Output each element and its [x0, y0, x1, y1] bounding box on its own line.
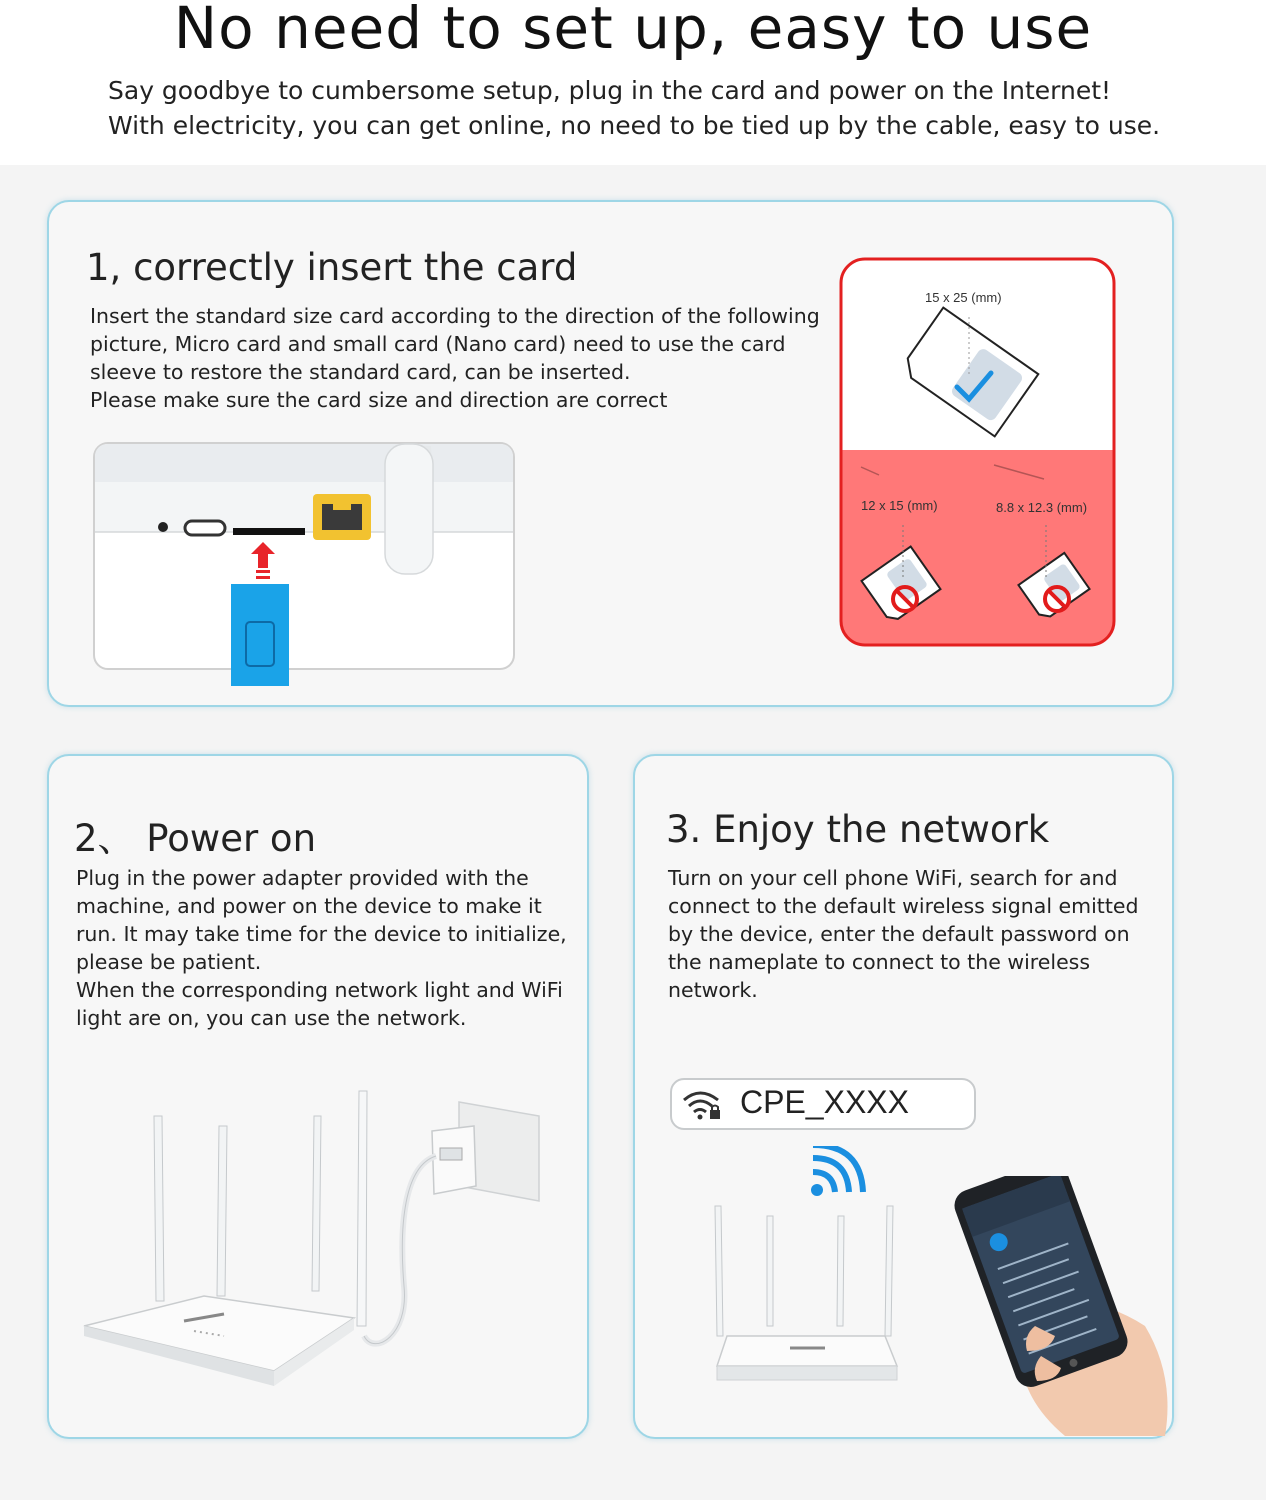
card-bad1-size: 12 x 15 (mm) — [861, 498, 938, 513]
step2-line-3: run. It may take time for the device to initialize, — [76, 922, 567, 946]
step2-panel — [47, 754, 589, 1439]
step1-panel — [47, 200, 1174, 707]
step1-line-1: Insert the standard size card according to the direction of the following — [90, 304, 820, 328]
step2-line-6: light are on, you can use the network. — [76, 1006, 467, 1030]
step3-line-4: the nameplate to connect to the wireless — [668, 950, 1091, 974]
step3-line-3: by the device, enter the default password on — [668, 922, 1130, 946]
step1-title: 1, correctly insert the card — [86, 246, 578, 289]
wifi-lock-icon — [680, 1088, 724, 1122]
card-bad2-size: 8.8 x 12.3 (mm) — [996, 500, 1088, 515]
ssid-entry[interactable] — [670, 1078, 976, 1130]
card-ok-size: 15 x 25 (mm) — [925, 290, 1002, 305]
router-power-image — [74, 1086, 554, 1406]
header-line-2: With electricity, you can get online, no need to be tied up by the cable, easy to use. — [108, 111, 1161, 140]
header — [0, 0, 1266, 165]
step2-line-1: Plug in the power adapter provided with the — [76, 866, 529, 890]
card-size-diagram — [839, 257, 1116, 647]
router-phone-image — [705, 1176, 1175, 1436]
step2-line-5: When the corresponding network light and WiFi — [76, 978, 563, 1002]
step1-line-3: sleeve to restore the standard card, can be inserted. — [90, 360, 631, 384]
step1-warning: Please make sure the card size and direction are correct — [90, 388, 668, 412]
page-title: No need to set up, easy to use — [173, 0, 1093, 62]
step1-line-2: picture, Micro card and small card (Nano card) need to use the card — [90, 332, 786, 356]
ssid-name: CPE_XXXX — [740, 1084, 909, 1120]
step3-line-2: connect to the default wireless signal emitted — [668, 894, 1139, 918]
step2-title: 2、 Power on — [74, 817, 317, 860]
step3-line-5: network. — [668, 978, 758, 1002]
step2-line-2: machine, and power on the device to make it — [76, 894, 542, 918]
step3-line-1: Turn on your cell phone WiFi, search for and — [668, 866, 1118, 890]
step3-panel — [633, 754, 1174, 1439]
step2-line-4: please be patient. — [76, 950, 262, 974]
header-line-1: Say goodbye to cumbersome setup, plug in the card and power on the Internet! — [108, 76, 1112, 105]
router-port-image — [93, 442, 518, 687]
step3-title: 3. Enjoy the network — [666, 808, 1050, 851]
